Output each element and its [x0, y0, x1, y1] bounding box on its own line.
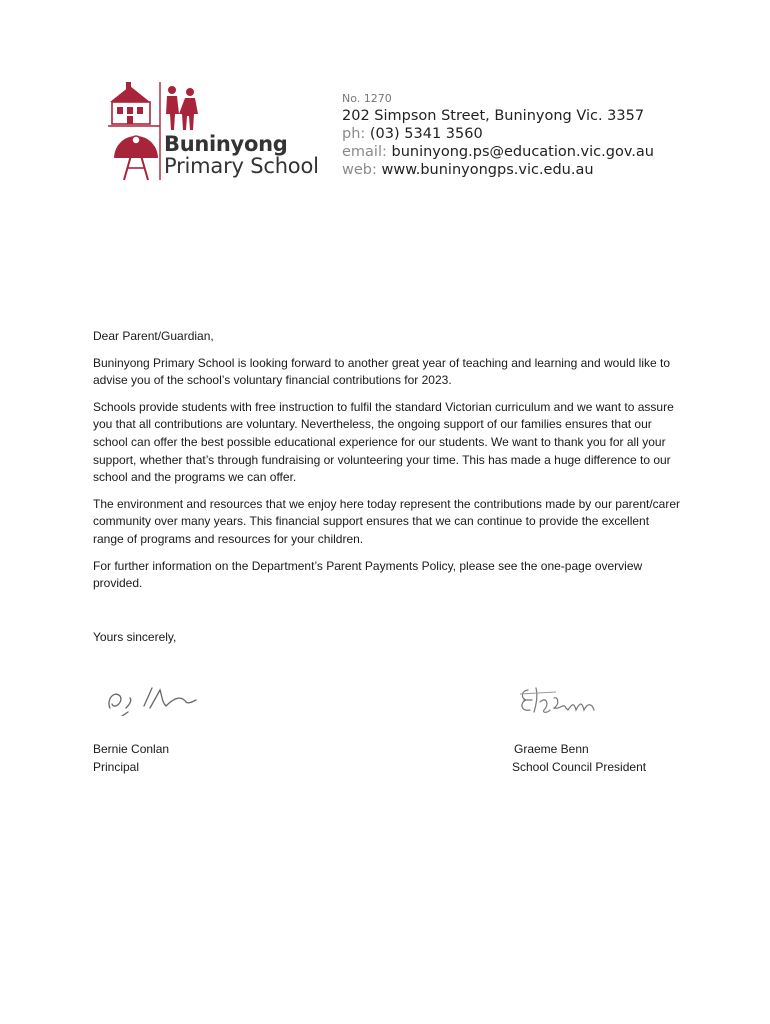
web-line: [342, 161, 654, 179]
contact-block: [342, 92, 654, 179]
school-address: 202 Simpson Street, Buninyong Vic. 3357: [342, 108, 645, 124]
principal-signature: [104, 682, 200, 716]
email-label: email:: [342, 144, 387, 160]
principal-name: Bernie Conlan: [93, 742, 170, 756]
president-signature: [516, 680, 602, 720]
paragraph-2: Schools provide students with free instruction to fulfil the standard Victorian curriculum and we want to assure you that all contributions are voluntary. Nevertheless, the ongoing support of our families ensures that our school can offer the best possible educational experience for our students. We want to thank you for all your support, whether that’s through fundraising or volunteering your time. This has made a huge difference to our school and the programs we can offer.: [93, 399, 674, 485]
email-address[interactable]: buninyong.ps@education.vic.gov.au: [391, 144, 654, 160]
logo-name-line1: Buninyong: [164, 132, 288, 156]
logo-name-line2: Primary School: [164, 154, 319, 178]
web-label: web:: [342, 162, 377, 178]
salutation: Dear Parent/Guardian,: [93, 329, 214, 343]
email-line: [342, 143, 654, 161]
signatory-president: [512, 741, 646, 776]
school-logo: [106, 80, 331, 188]
paragraph-3: The environment and resources that we enjoy here today represent the contributions made by our parent/carer community over many years. This financial support ensures that we can continue to provide the excellent range of programs and resources for your children.: [93, 496, 680, 546]
closing: Yours sincerely,: [93, 629, 177, 644]
phone-number: (03) 5341 3560: [369, 126, 483, 142]
school-number: No. 1270: [342, 92, 392, 105]
phone-label: ph:: [342, 126, 366, 142]
paragraph-4: For further information on the Department’s Parent Payments Policy, please see the one-page overview provided.: [93, 558, 643, 591]
paragraph-1: Buninyong Primary School is looking forward to another great year of teaching and learning and would like to advise you of the school’s voluntary financial contributions for 2023.: [93, 355, 671, 388]
signatory-principal: [93, 741, 169, 776]
letter-body: [93, 328, 683, 646]
principal-title: Principal: [93, 759, 140, 774]
president-title: School Council President: [512, 759, 647, 774]
president-name: Graeme Benn: [514, 742, 589, 756]
phone-line: [342, 125, 654, 143]
website-link[interactable]: www.buninyongps.vic.edu.au: [381, 162, 594, 178]
